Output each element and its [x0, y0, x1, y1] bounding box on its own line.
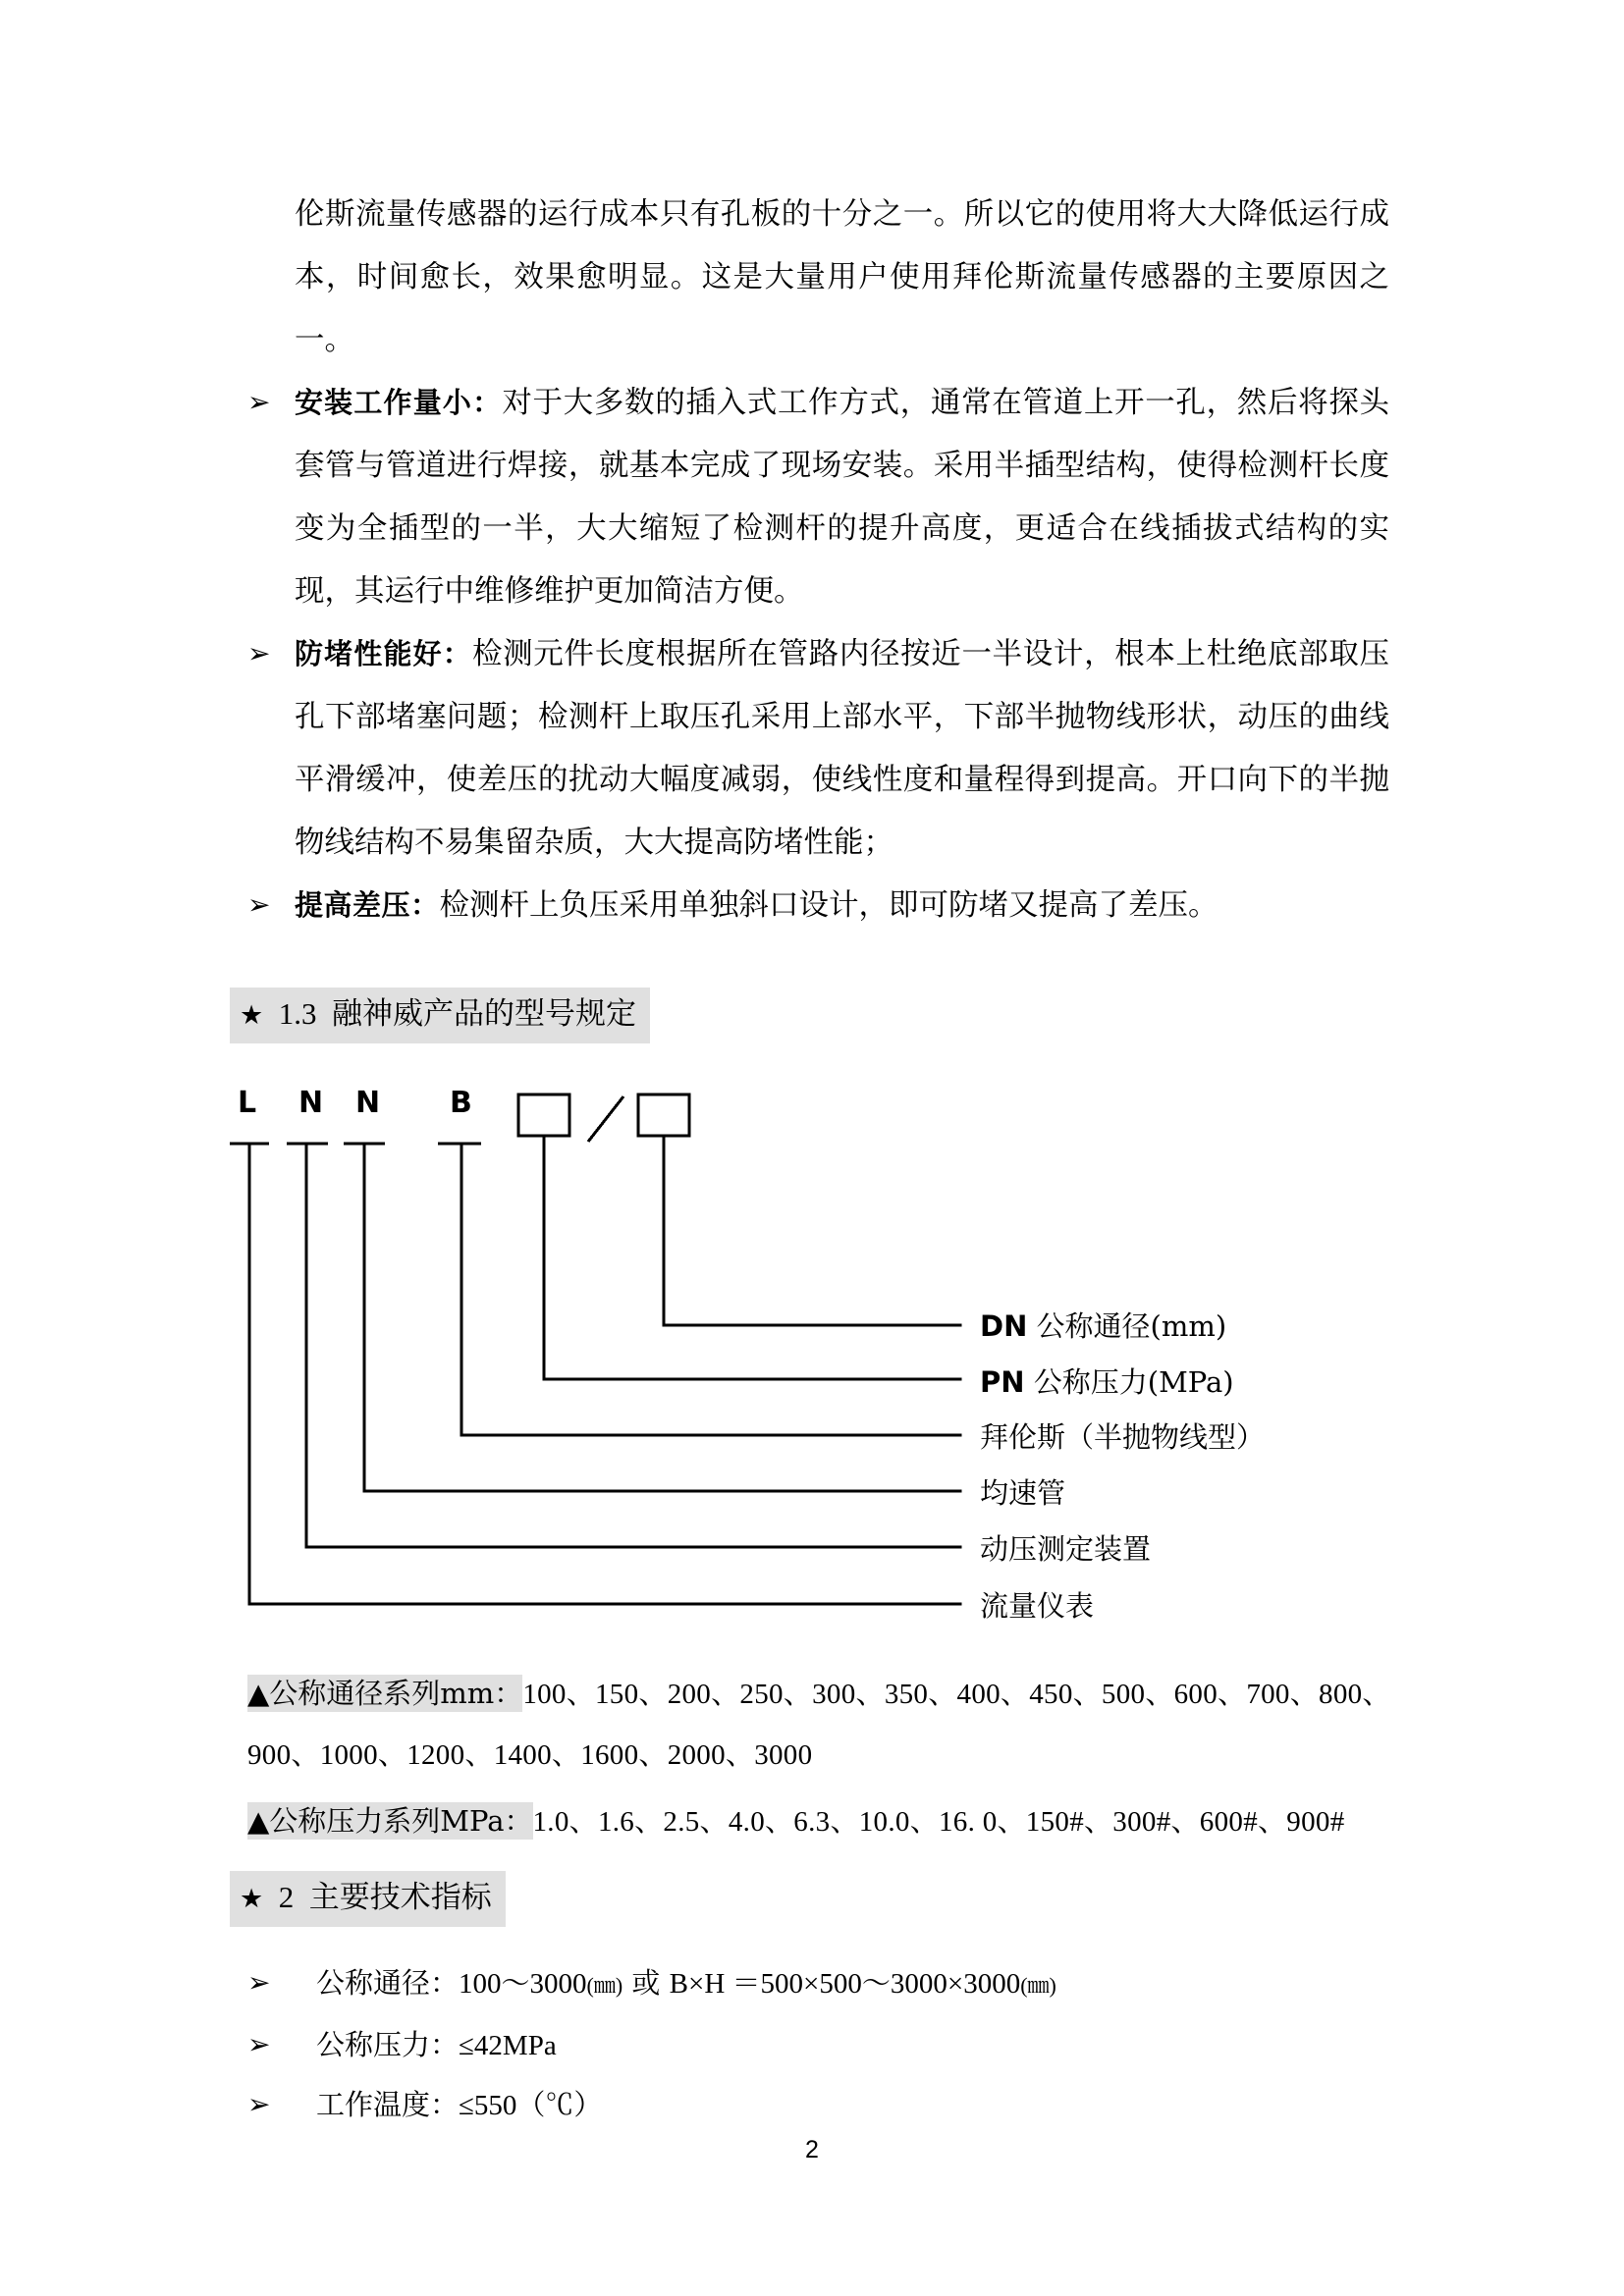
nominal-pressure-series — [247, 1790, 1406, 1852]
bullet-arrow-icon: ➢ — [247, 2028, 271, 2060]
diagram-label-dn-prefix: DN — [980, 1309, 1028, 1343]
spec-item-nominal-diameter-unit-a: (㎜) — [586, 1973, 623, 1998]
spec-item-working-temperature — [247, 2075, 1406, 2135]
nominal-diameter-series-values-line1: 100、150、200、250、300、350、400、450、500、600、700、800、 — [522, 1679, 1391, 1710]
spec-item-working-temperature-value: ≤550（℃） — [459, 2090, 603, 2121]
section-heading-1-3 — [230, 988, 650, 1043]
code-letter-n1: N — [298, 1086, 324, 1120]
nominal-pressure-series-values: 1.0、1.6、2.5、4.0、6.3、10.0、16. 0、150#、300#、600#、900# — [532, 1806, 1345, 1838]
code-letter-l: L — [238, 1086, 257, 1120]
diagram-label-pn-text: 公称压力(MPa) — [1024, 1365, 1234, 1399]
star-icon: ★ — [240, 1884, 264, 1914]
technical-spec-list — [247, 1953, 1406, 2135]
spec-item-working-temperature-label: 工作温度： — [316, 2088, 460, 2121]
spec-item-nominal-pressure-label: 公称压力： — [316, 2028, 460, 2061]
diagram-label-dn-text: 公称通径(mm) — [1027, 1309, 1227, 1343]
spec-item-nominal-diameter-value-b: B×H ＝500×500～3000×3000 — [669, 1968, 1021, 2000]
feature-bullet-pressure-lead: 提高差压： — [295, 888, 440, 922]
code-letter-b: B — [450, 1086, 472, 1120]
spec-item-nominal-diameter-conj: 或 — [623, 1966, 670, 2000]
diagram-label-flowmeter: 流量仪表 — [980, 1589, 1095, 1623]
diagram-label-pn-prefix: PN — [980, 1365, 1025, 1399]
feature-bullet-install-lead: 安装工作量小： — [295, 386, 503, 419]
section-heading-1-3-number: 1.3 — [278, 996, 317, 1031]
model-designation-diagram — [226, 1075, 1404, 1644]
spec-item-nominal-pressure — [247, 2015, 1406, 2075]
spec-item-nominal-diameter-unit-b: (㎜) — [1020, 1973, 1056, 1998]
feature-bullet-antiblock — [247, 622, 1389, 874]
star-icon: ★ — [240, 1000, 264, 1031]
spec-item-nominal-pressure-value: ≤42MPa — [459, 2030, 557, 2061]
diagram-label-pn — [980, 1365, 1234, 1399]
feature-bullet-install-text: 对于大多数的插入式工作方式，通常在管道上开一孔，然后将探头套管与管道进行焊接，就基本完成了现场安装。采用半插型结构，使得检测杆长度变为全插型的一半，大大缩短了检测杆的提升高度，更适合在线插拔式结构的实现，其运行中维修维护更加简洁方便。 — [295, 386, 1389, 608]
nominal-pressure-series-tag: ▲公称压力系列MPa： — [247, 1804, 533, 1838]
bullet-arrow-icon: ➢ — [247, 888, 271, 921]
diagram-label-dynamic-pressure-device: 动压测定装置 — [980, 1532, 1152, 1566]
feature-bullet-antiblock-text: 检测元件长度根据所在管路内径按近一半设计，根本上杜绝底部取压孔下部堵塞问题；检测杆上取压孔采用上部水平，下部半抛物线形状，动压的曲线平滑缓冲，使差压的扰动大幅度减弱，使线性度和量程得到提高。开口向下的半抛物线结构不易集留杂质，大大提高防堵性能； — [295, 637, 1389, 859]
diagram-label-byrons: 拜伦斯（半抛物线型） — [980, 1420, 1266, 1454]
diagram-leader-lines — [226, 1075, 1404, 1644]
diagram-label-averaging-tube: 均速管 — [980, 1476, 1066, 1510]
feature-bullet-antiblock-lead: 防堵性能好： — [295, 637, 472, 670]
intro-paragraph: 伦斯流量传感器的运行成本只有孔板的十分之一。所以它的使用将大大降低运行成本，时间愈长，效果愈明显。这是大量用户使用拜伦斯流量传感器的主要原因之一。 — [295, 197, 1389, 356]
section-heading-2 — [230, 1871, 506, 1927]
bullet-arrow-icon: ➢ — [247, 1966, 271, 1999]
feature-bullet-pressure-text: 检测杆上负压采用单独斜口设计，即可防堵又提高了差压。 — [439, 888, 1218, 922]
section-heading-1-3-title: 融神威产品的型号规定 — [331, 996, 636, 1032]
nominal-diameter-series-tag: ▲公称通径系列mm： — [247, 1677, 523, 1710]
nominal-diameter-series — [247, 1663, 1406, 1786]
spec-item-nominal-diameter-label: 公称通径： — [316, 1966, 460, 2000]
bullet-arrow-icon: ➢ — [247, 2088, 271, 2120]
feature-bullet-install — [247, 371, 1389, 622]
feature-bullet-pressure — [247, 874, 1389, 936]
diagram-label-dn — [980, 1309, 1226, 1343]
bullet-arrow-icon: ➢ — [247, 637, 271, 669]
code-letter-n2: N — [355, 1086, 381, 1120]
diagram-connector-paths — [249, 1136, 960, 1604]
bullet-arrow-icon: ➢ — [247, 386, 271, 418]
article-body — [247, 183, 1389, 936]
spec-item-nominal-diameter — [247, 1953, 1406, 2015]
page-number: 2 — [805, 2136, 819, 2163]
section-heading-2-title: 主要技术指标 — [308, 1880, 492, 1915]
section-heading-2-number: 2 — [278, 1880, 295, 1914]
spec-item-nominal-diameter-value-a: 100～3000 — [459, 1968, 587, 2000]
nominal-diameter-series-values-line2: 900、1000、1200、1400、1600、2000、3000 — [247, 1739, 813, 1771]
